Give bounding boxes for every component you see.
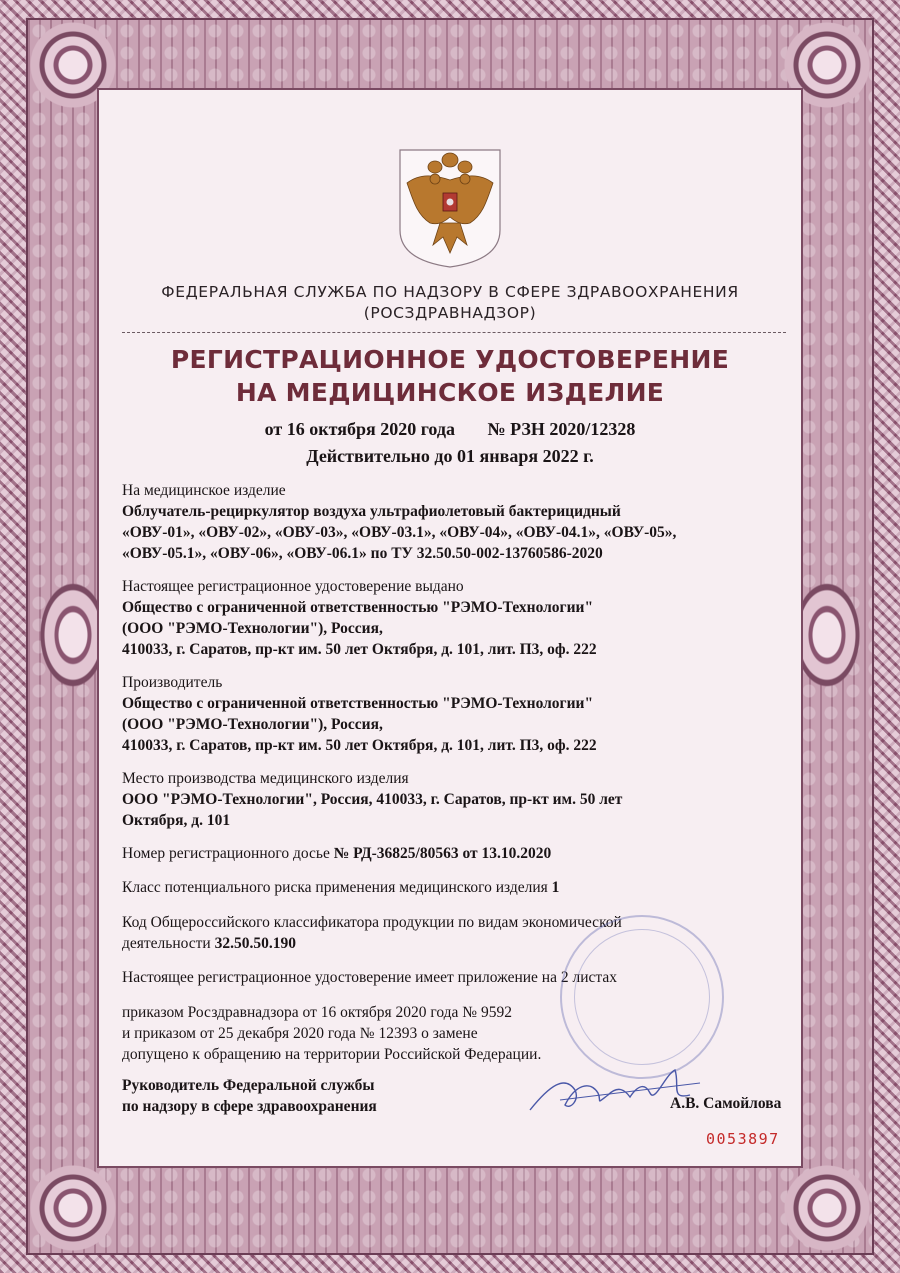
risk-class-value: 1 bbox=[551, 879, 560, 896]
validity-date: Действительно до 01 января 2022 г. bbox=[306, 446, 594, 466]
device-label: На медицинское изделие bbox=[122, 482, 286, 499]
device-name-line3: «ОВУ-05.1», «ОВУ-06», «ОВУ-06.1» по ТУ 32.50.50-002-13760586-2020 bbox=[122, 545, 603, 562]
orders-line2: и приказом от 25 декабря 2020 года № 12393 о замене bbox=[122, 1025, 478, 1042]
signatory-position-line2: по надзору в сфере здравоохранения bbox=[122, 1098, 377, 1115]
issue-date: от 16 октября 2020 года bbox=[264, 419, 456, 439]
orders-line1: приказом Росздравнадзора от 16 октября 2020 года № 9592 bbox=[122, 1004, 512, 1021]
risk-class-label: Класс потенциального риска применения медицинского изделия bbox=[122, 879, 548, 896]
production-site-section bbox=[122, 768, 792, 831]
dossier-label: Номер регистрационного досье bbox=[122, 845, 330, 862]
dossier-line bbox=[122, 843, 792, 864]
production-site-line1: ООО "РЭМО-Технологии", Россия, 410033, г. Саратов, пр-кт им. 50 лет bbox=[122, 791, 623, 808]
manufacturer-line3: 410033, г. Саратов, пр-кт им. 50 лет Октября, д. 101, лит. П3, оф. 222 bbox=[122, 737, 597, 754]
holder-line3: 410033, г. Саратов, пр-кт им. 50 лет Октября, д. 101, лит. П3, оф. 222 bbox=[122, 641, 597, 658]
okpd-line1: Код Общероссийского классификатора продукции по видам экономической bbox=[122, 914, 622, 931]
manufacturer-line1: Общество с ограниченной ответственностью "РЭМО-Технологии" bbox=[122, 695, 594, 712]
document-title bbox=[110, 343, 790, 409]
holder-label: Настоящее регистрационное удостоверение выдано bbox=[122, 578, 464, 595]
okpd-label: деятельности bbox=[122, 935, 211, 952]
manufacturer-label: Производитель bbox=[122, 674, 223, 691]
orders-line3: допущено к обращению на территории Российской Федерации. bbox=[122, 1046, 542, 1063]
holder-section bbox=[122, 576, 792, 660]
corner-ornament-bottom-left bbox=[30, 1165, 116, 1251]
serial-number: 0053897 bbox=[706, 1130, 780, 1148]
coat-of-arms-icon bbox=[395, 145, 505, 270]
document-title-line1: РЕГИСТРАЦИОННОЕ УДОСТОВЕРЕНИЕ bbox=[170, 345, 730, 374]
dossier-number: № РД-36825/80563 от 13.10.2020 bbox=[333, 845, 552, 862]
holder-line2: (ООО "РЭМО-Технологии"), Россия, bbox=[122, 620, 383, 637]
production-site-line2: Октября, д. 101 bbox=[122, 812, 231, 829]
device-section bbox=[122, 480, 792, 564]
agency-name-line1: ФЕДЕРАЛЬНАЯ СЛУЖБА ПО НАДЗОРУ В СФЕРЕ ЗДРАВООХРАНЕНИЯ bbox=[161, 283, 739, 301]
appendix-note: Настоящее регистрационное удостоверение имеет приложение на 2 листах bbox=[122, 969, 617, 986]
certificate-number: № РЗН 2020/12328 bbox=[487, 419, 636, 439]
manufacturer-section bbox=[122, 672, 792, 756]
manufacturer-line2: (ООО "РЭМО-Технологии"), Россия, bbox=[122, 716, 383, 733]
divider bbox=[122, 332, 786, 333]
signatory-position-line1: Руководитель Федеральной службы bbox=[122, 1077, 375, 1094]
signatory-name: А.В. Самойлова bbox=[670, 1095, 782, 1112]
okpd-code: 32.50.50.190 bbox=[214, 935, 296, 952]
holder-line1: Общество с ограниченной ответственностью "РЭМО-Технологии" bbox=[122, 599, 594, 616]
agency-name-line2: (РОСЗДРАВНАДЗОР) bbox=[363, 304, 537, 322]
device-name-line2: «ОВУ-01», «ОВУ-02», «ОВУ-03», «ОВУ-03.1», «ОВУ-04», «ОВУ-04.1», «ОВУ-05», bbox=[122, 524, 677, 541]
document-title-line2: НА МЕДИЦИНСКОЕ ИЗДЕЛИЕ bbox=[235, 378, 665, 407]
risk-class-line bbox=[122, 877, 792, 898]
agency-name bbox=[110, 282, 790, 324]
corner-ornament-bottom-right bbox=[784, 1165, 870, 1251]
device-name-line1: Облучатель-рециркулятор воздуха ультрафиолетовый бактерицидный bbox=[122, 503, 621, 520]
production-site-label: Место производства медицинского изделия bbox=[122, 770, 409, 787]
issue-line bbox=[110, 416, 790, 442]
